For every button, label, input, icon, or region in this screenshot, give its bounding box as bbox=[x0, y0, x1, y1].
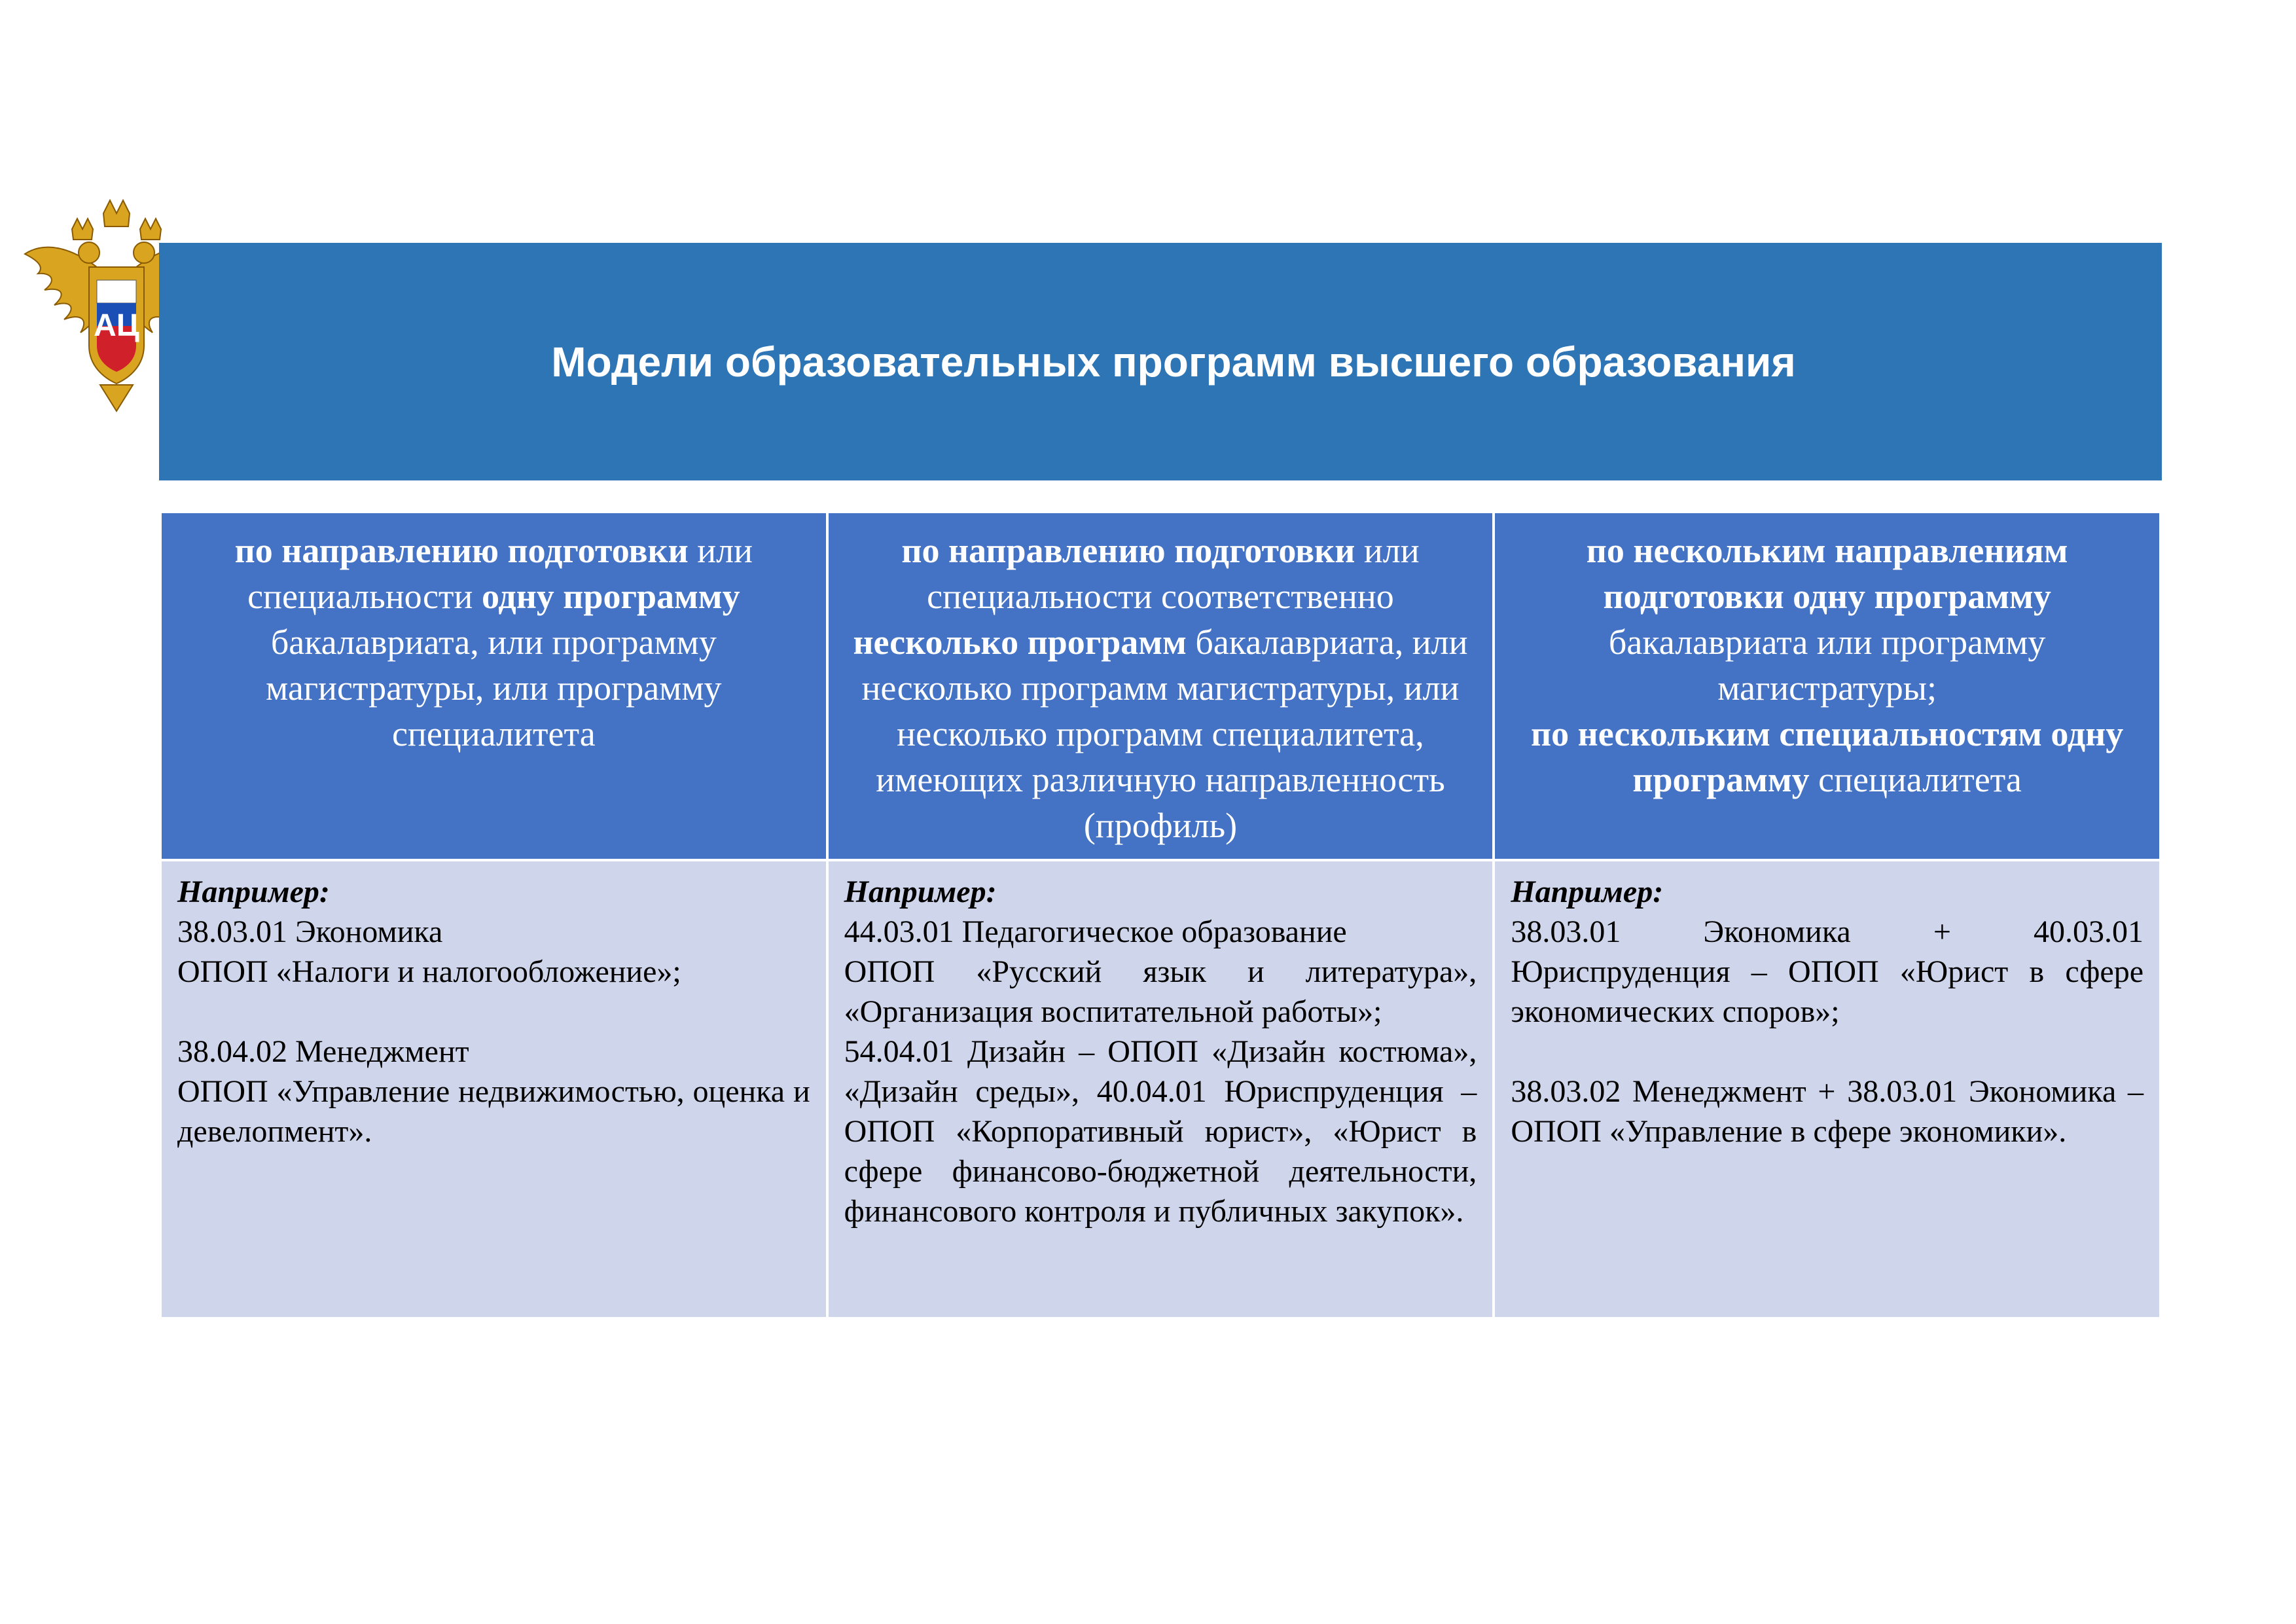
table-header-row bbox=[160, 512, 2161, 860]
example-cell-2 bbox=[827, 860, 1494, 1318]
example-line: 38.03.02 Менеджмент + 38.03.01 Экономика – ОПОП «Управление в сфере экономики». bbox=[1511, 1074, 2144, 1149]
header-text-part: по направлению подготовки bbox=[901, 531, 1355, 570]
example-line: 38.03.01 Экономика bbox=[177, 914, 443, 949]
example-label: Например: bbox=[177, 875, 330, 909]
page-title: Модели образовательных программ высшего образования bbox=[551, 338, 1796, 386]
table-example-row bbox=[160, 860, 2161, 1318]
header-text-part: специалитета bbox=[1809, 760, 2022, 799]
header-text-part: по нескольким специальностям одну программу bbox=[1531, 714, 2124, 799]
block-spacer bbox=[1511, 1032, 2144, 1072]
header-text-part: бакалавриата, или программу магистратуры, или программу специалитета bbox=[266, 623, 722, 753]
example-line: 54.04.01 Дизайн – ОПОП «Дизайн костюма», «Дизайн среды», 40.04.01 Юриспруденция – ОПОП «Корпоративный юрист», «Юрист в сфере финансово-бюджетной деятельности, финансового контроля и публичных закупок». bbox=[844, 1034, 1477, 1229]
example-line: ОПОП «Налоги и налогообложение»; bbox=[177, 954, 681, 989]
header-text-part: несколько программ bbox=[853, 623, 1187, 662]
models-table bbox=[159, 511, 2162, 1320]
header-text-part: по направлению подготовки bbox=[234, 531, 689, 570]
example-line: 44.03.01 Педагогическое образование bbox=[844, 914, 1347, 949]
block-spacer bbox=[177, 992, 810, 1032]
example-cell-3 bbox=[1494, 860, 2161, 1318]
header-text-part: бакалавриата или программу магистратуры; bbox=[1608, 623, 2046, 708]
example-label: Например: bbox=[1511, 875, 1664, 909]
header-cell-2 bbox=[827, 512, 1494, 860]
example-line: ОПОП «Русский язык и литература», «Организация воспитательной работы»; bbox=[844, 954, 1477, 1029]
example-line: 38.04.02 Менеджмент bbox=[177, 1034, 469, 1069]
header-text-part: или специальности соответственно bbox=[927, 531, 1420, 616]
example-line: 38.03.01 Экономика + 40.03.01 Юриспруденция – ОПОП «Юрист в сфере экономических споров»; bbox=[1511, 914, 2144, 1029]
header-text-part: или специальности bbox=[247, 531, 753, 616]
example-cell-1 bbox=[160, 860, 827, 1318]
header-cell-1 bbox=[160, 512, 827, 860]
example-line: ОПОП «Управление недвижимостью, оценка и девелопмент». bbox=[177, 1074, 810, 1149]
header-text-part: по нескольким направлениям подготовки одну программу bbox=[1586, 531, 2068, 616]
header-text-part: одну программу bbox=[481, 577, 740, 616]
header-text-part: бакалавриата, или несколько программ магистратуры, или несколько программ специалитета, имеющих различную направленность (профиль) bbox=[861, 623, 1468, 845]
example-label: Например: bbox=[844, 875, 997, 909]
header-cell-3 bbox=[1494, 512, 2161, 860]
svg-text:АЦ: АЦ bbox=[94, 308, 139, 343]
title-banner bbox=[159, 243, 2162, 480]
